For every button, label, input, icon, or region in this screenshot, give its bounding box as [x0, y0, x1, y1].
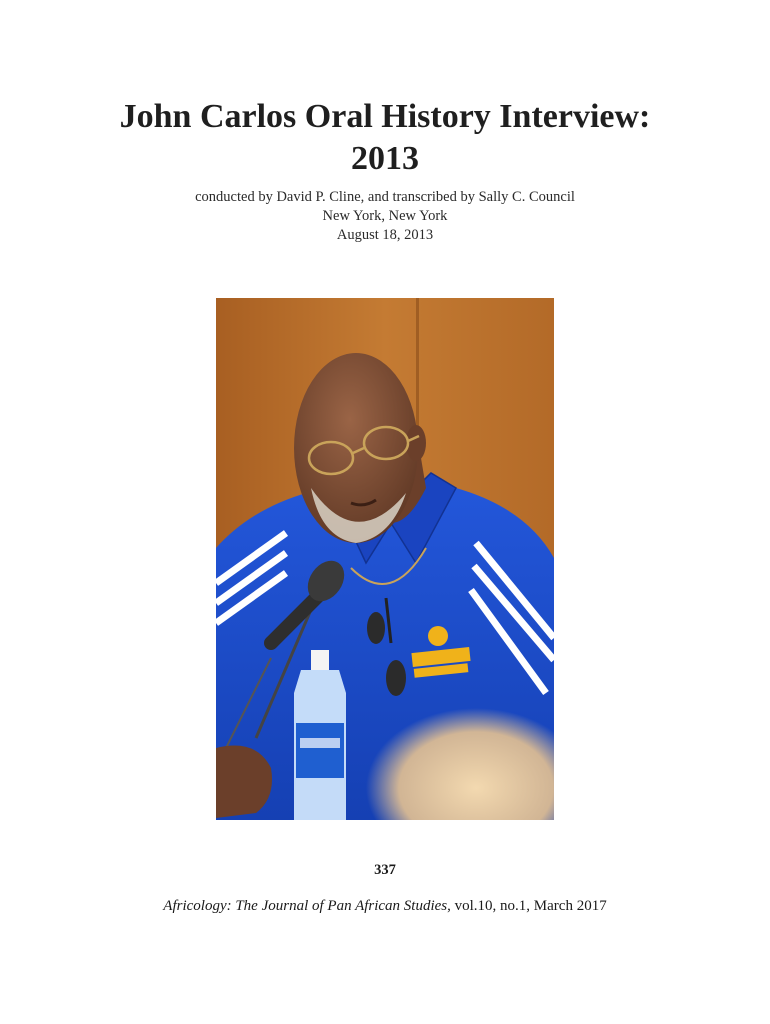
journal-citation — [0, 898, 770, 915]
title-line-1: John Carlos Oral History Interview: — [119, 98, 651, 135]
journal-issue: , vol.10, no.1, March 2017 — [447, 898, 607, 914]
page-title — [0, 96, 770, 180]
title-line-2: 2013 — [351, 140, 419, 177]
interview-credit: conducted by David P. Cline, and transcribed by Sally C. Council — [195, 189, 575, 205]
interview-metadata — [0, 188, 770, 245]
interview-location: New York, New York — [322, 208, 448, 224]
water-bottle — [294, 650, 346, 820]
interview-photo — [216, 298, 554, 820]
page-number: 337 — [374, 862, 396, 878]
interview-date: August 18, 2013 — [336, 227, 434, 243]
journal-name: Africology: The Journal of Pan African Studies — [163, 898, 448, 914]
